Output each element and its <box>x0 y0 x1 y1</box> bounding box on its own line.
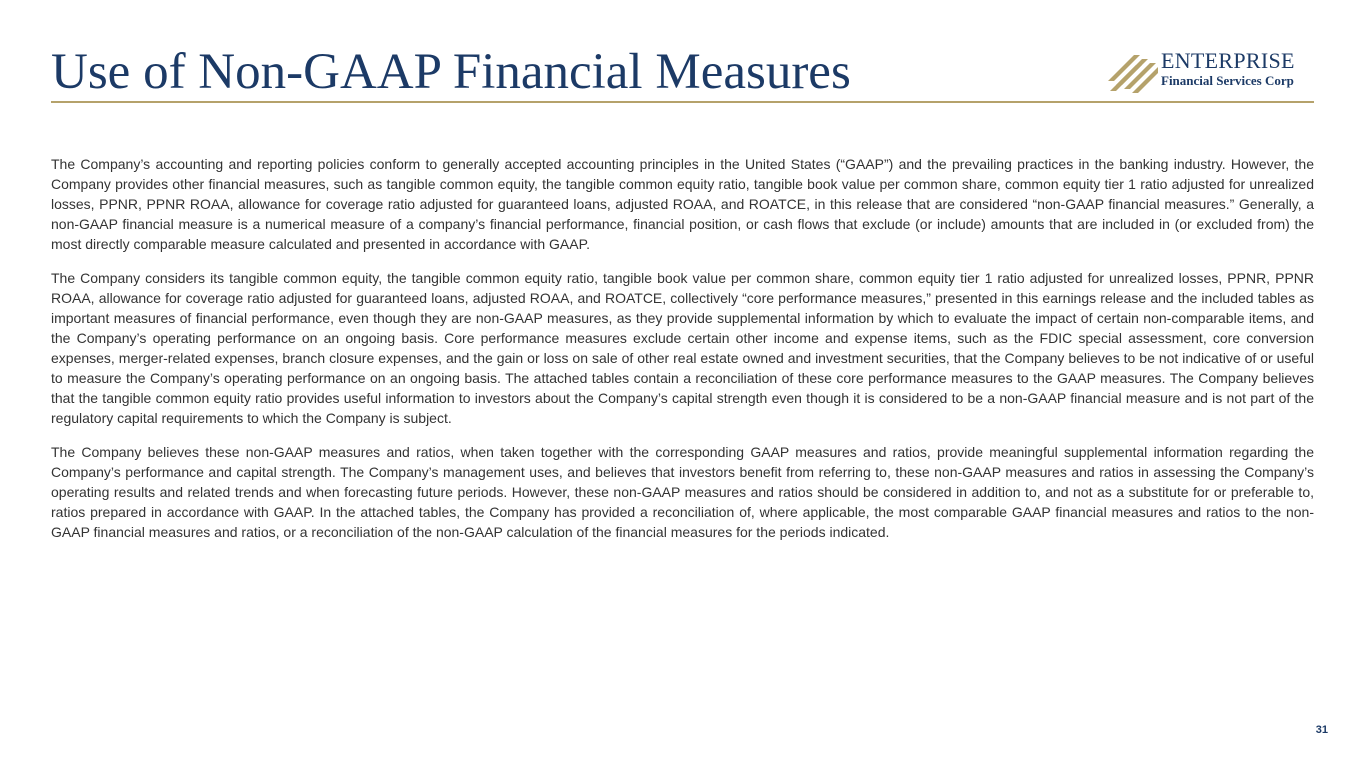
slide-title: Use of Non-GAAP Financial Measures <box>51 44 851 100</box>
page-number: 31 <box>1315 724 1328 736</box>
logo-company-name: ENTERPRISE <box>1161 48 1295 73</box>
enterprise-logo-icon <box>1108 51 1158 93</box>
body-text <box>51 154 1314 556</box>
paragraph-accounting-policies: The Company’s accounting and reporting policies conform to generally accepted accounting principles in the United States (“GAAP”) and the prevailing practices in the banking industry. However, the Company provides other financial measures, such as tangible common equity, the tangible common equity ratio, tangible book value per common share, common equity tier 1 ratio adjusted for unrealized losses, PPNR, PPNR ROAA, allowance for coverage ratio adjusted for guaranteed loans, adjusted ROAA, and ROATCE, in this release that are considered “non-GAAP financial measures.” Generally, a non-GAAP financial measure is a numerical measure of a company’s financial performance, financial position, or cash flows that exclude (or include) amounts that are included in (or excluded from) the most directly comparable measure calculated and presented in accordance with GAAP. <box>51 156 1314 252</box>
logo-company-subtitle: Financial Services Corp <box>1161 73 1294 88</box>
company-logo <box>1108 49 1316 94</box>
paragraph-non-gaap-usefulness: The Company believes these non-GAAP measures and ratios, when taken together with the corresponding GAAP measures and ratios, provide meaningful supplemental information regarding the Company’s performance and capital strength. The Company’s management uses, and believes that investors benefit from referring to, these non-GAAP measures and ratios in assessing the Company’s operating results and related trends and when forecasting future periods. However, these non-GAAP measures and ratios should be considered in addition to, and not as a substitute for or preferable to, ratios prepared in accordance with GAAP. In the attached tables, the Company has provided a reconciliation of, where applicable, the most comparable GAAP financial measures and ratios to the non-GAAP financial measures and ratios, or a reconciliation of the non-GAAP calculation of the financial measures for the periods indicated. <box>51 444 1314 540</box>
paragraph-core-performance-measures: The Company considers its tangible common equity, the tangible common equity ratio, tangible book value per common share, common equity tier 1 ratio adjusted for unrealized losses, PPNR, PPNR ROAA, allowance for coverage ratio adjusted for guaranteed loans, adjusted ROAA, and ROATCE, collectively “core performance measures,” presented in this earnings release and the included tables as important measures of financial performance, even though they are non-GAAP measures, as they provide supplemental information by which to evaluate the impact of certain non-comparable items, and the Company’s operating performance on an ongoing basis. Core performance measures exclude certain other income and expense items, such as the FDIC special assessment, core conversion expenses, merger-related expenses, branch closure expenses, and the gain or loss on sale of other real estate owned and investment securities, that the Company believes to be not indicative of or useful to measure the Company’s operating performance on an ongoing basis. The attached tables contain a reconciliation of these core performance measures to the GAAP measures. The Company believes that the tangible common equity ratio provides useful information to investors about the Company’s capital strength even though it is considered to be a non-GAAP financial measure and is not part of the regulatory capital requirements to which the Company is subject. <box>51 270 1314 426</box>
title-divider <box>51 101 1314 103</box>
